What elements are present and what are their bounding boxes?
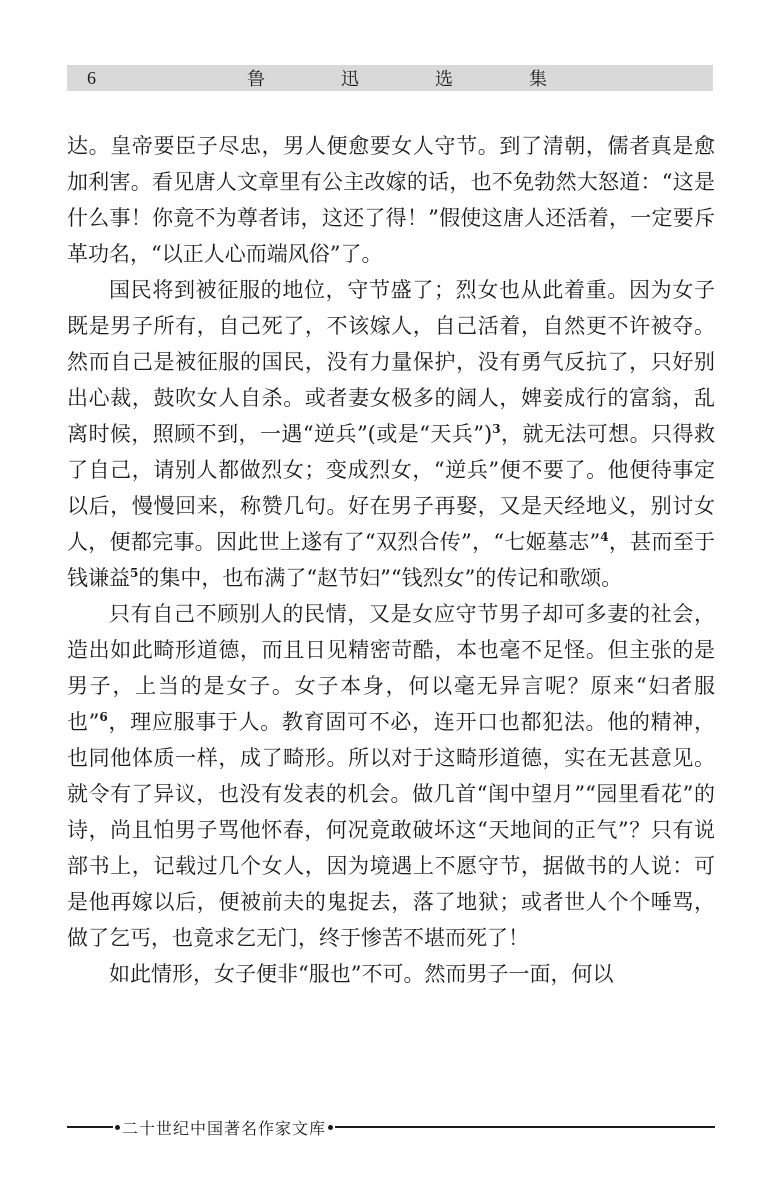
text-run: 的集中，也布满了“赵节妇”“钱烈女”的传记和歌颂。 bbox=[138, 566, 623, 590]
footnote-marker: 5 bbox=[130, 566, 139, 580]
text-run: 只有自己不顾别人的民情，又是女应守节男子却可多妻的社会，造出如此畸形道德，而且日见精密苛酷，本也毫不足怪。但主张的是男子，上当的是女子。女子本身，何以毫无异言呢？原来“妇者服也” bbox=[67, 602, 715, 734]
text-run: ，就无法可想。只得救了自己，请别人都做烈女；变成烈女，“逆兵”便不要了。他便待事定以后，慢慢回来，称赞几句。好在男子再娶，又是天经地义，别讨女人，便都完事。因此世上遂有了“双烈合传”，“七姬墓志” bbox=[67, 422, 715, 554]
book-title-char: 迅 bbox=[341, 69, 359, 90]
book-title-char: 鲁 bbox=[247, 69, 265, 90]
bullet-dot-icon bbox=[115, 1125, 120, 1130]
footer-rule-right bbox=[335, 1126, 715, 1128]
text-run: 达。皇帝要臣子尽忠，男人便愈要女人守节。到了清朝，儒者真是愈加利害。看见唐人文章里有公主改嫁的话，也不免勃然大怒道：“这是什么事！你竟不为尊者讳，这还了得！”假使这唐人还活着，一定要斥革功名，“以正人心而端风俗”了。 bbox=[67, 134, 715, 266]
series-title: 二十世纪中国著名作家文库 bbox=[122, 1118, 327, 1138]
paragraph bbox=[67, 956, 715, 992]
book-title-char: 集 bbox=[529, 69, 547, 90]
book-title-char: 选 bbox=[435, 69, 453, 90]
paragraph bbox=[67, 596, 715, 956]
running-footer bbox=[67, 1115, 715, 1139]
footnote-marker: 3 bbox=[492, 422, 501, 436]
book-title bbox=[247, 65, 547, 91]
paragraph bbox=[67, 128, 715, 272]
text-run: 国民将到被征服的地位，守节盛了；烈女也从此着重。因为女子既是男子所有，自己死了，不该嫁人，自己活着，自然更不许被夺。然而自己是被征服的国民，没有力量保护，没有勇气反抗了，只好别出心裁，鼓吹女人自杀。或者妻女极多的阔人，婢妾成行的富翁，乱离时候，照顾不到，一遇“逆兵”(或是“天兵”) bbox=[67, 278, 715, 446]
footnote-marker: 6 bbox=[99, 710, 108, 724]
paragraph bbox=[67, 272, 715, 596]
footer-rule-left bbox=[67, 1126, 113, 1128]
text-run: ，理应服事于人。教育固可不必，连开口也都犯法。他的精神，也同他体质一样，成了畸形。所以对于这畸形道德，实在无甚意见。就令有了异议，也没有发表的机会。做几首“闺中望月”“园里看花”的诗，尚且怕男子骂他怀春，何况竟敢破坏这“天地间的正气”？只有说部书上，记载过几个女人，因为境遇上不愿守节，据做书的人说：可是他再嫁以后，便被前夫的鬼捉去，落了地狱；或者世人个个唾骂，做了乞丐，也竟求乞无门，终于惨苦不堪而死了！ bbox=[67, 710, 715, 950]
bullet-dot-icon bbox=[328, 1125, 333, 1130]
text-run: 如此情形，女子便非“服也”不可。然而男子一面，何以 bbox=[109, 962, 614, 986]
page-number: 6 bbox=[87, 68, 96, 88]
footnote-marker: 4 bbox=[600, 530, 609, 544]
running-header bbox=[67, 65, 713, 91]
body-text bbox=[67, 128, 715, 992]
text-run: ，甚而至于钱谦益 bbox=[67, 530, 715, 590]
